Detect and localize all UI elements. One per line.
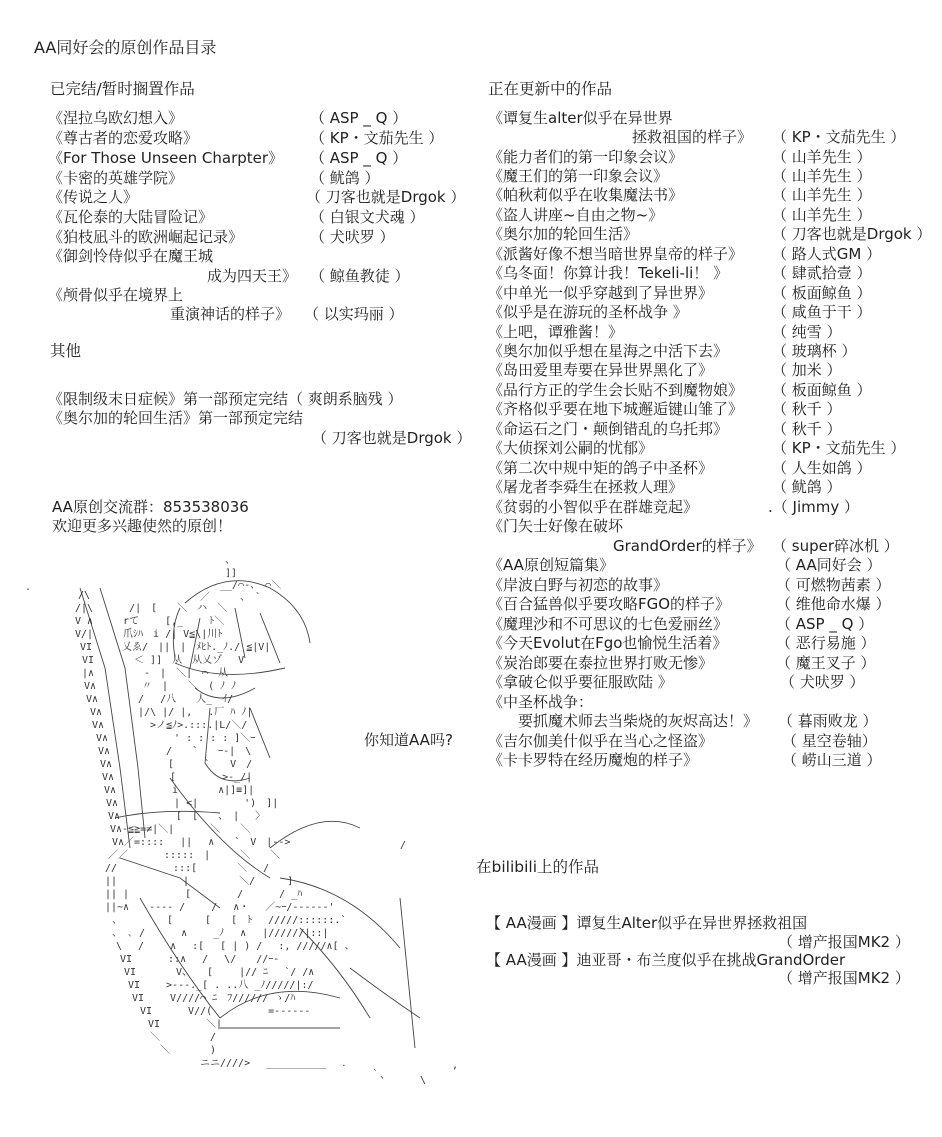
svg-text:V∧ [ [ 、 | 〉: V∧ [ [ 、 | 〉 — [108, 811, 266, 822]
ongoing-title-27: 《炭治郎要在泰拉世界打败无惨》 — [488, 654, 714, 672]
ongoing-author-22: （ AA同好会 ） — [776, 556, 882, 574]
ongoing-title-12: 《奥尔加似乎想在星海之中活下去》 — [488, 342, 729, 360]
ongoing-author-16: （ 秋千 ） — [772, 420, 842, 438]
ongoing-title-5: 《盗人讲座~自由之物~》 — [488, 206, 664, 224]
ongoing-author-4: （ 山羊先生 ） — [772, 186, 872, 204]
completed-title-8: 《御剑怜侍似乎在魔王城 — [48, 247, 214, 265]
svg-text:、 ､ / ∧ _ﾉ ∧ |//////|::: 、 ､ / ∧ _ﾉ ∧ |//////|::| — [112, 928, 329, 939]
svg-text:ニニ////> __________ ．: ニニ////> __________ ． — [200, 1058, 353, 1069]
bilibili-title-1: 【 AA漫画 】谭复生Alter似乎在异世界拯救祖国 — [486, 914, 808, 932]
ongoing-author-31: （ 崂山三道 ） — [782, 751, 882, 769]
completed-title-9-cont: 重演神话的样子》 — [170, 305, 291, 323]
ongoing-title-19: 《屠龙者李舜生在拯救人理》 — [488, 478, 684, 496]
svg-text:// :::[ ＼ /: // :::[ ＼ / — [105, 863, 270, 874]
group-number: AA原创交流群：853538036 — [52, 498, 249, 516]
svg-text:V∧／=:::: || ∧ ` V |‐‐>: V∧／=:::: || ∧ ` V |‐‐> — [112, 837, 291, 848]
completed-author-3: （ ASP _ Q ） — [310, 149, 408, 167]
completed-author-6: （ 白银文犬魂 ） — [310, 208, 425, 226]
ongoing-author-1: （ KP・文茄先生 ） — [772, 128, 906, 146]
ongoing-title-17: 《大侦探刘公嗣的忧郁》 — [488, 439, 654, 457]
ongoing-title-14: 《品行方正的学生会长贴不到魔物娘》 — [488, 381, 744, 399]
ongoing-title-31: 《卡卡罗特在经历魔炮的样子》 — [488, 751, 699, 769]
svg-text:/\: /\ — [78, 590, 91, 601]
svg-text:|| | ＼/ ]: || | ＼/ ] — [105, 876, 294, 887]
ongoing-author-24: （ 维他命水爆 ） — [776, 595, 891, 613]
completed-title-6: 《瓦伦泰的大陆冒险记》 — [48, 208, 214, 226]
svg-text:VI V////⌒ ﾆ ﾌ////// ゝ/ﾊ: VI V////⌒ ﾆ ﾌ////// ゝ/ﾊ — [132, 993, 296, 1004]
ongoing-title-29: 《中圣杯战争： — [488, 693, 594, 711]
ongoing-title-21-cont: GrandOrder的样子》 — [613, 537, 762, 555]
svg-text:＼ /: ＼ / — [150, 1032, 217, 1043]
ongoing-title-6: 《奥尔加的轮回生活》 — [488, 225, 639, 243]
svg-text:]]: ]] — [225, 568, 238, 579]
svg-text:VI V//( =‐‐‐‐‐‐: VI V//( =‐‐‐‐‐‐ — [140, 1006, 311, 1017]
svg-text:\ / ∧ :[ [ | ) / :, ////: \ / ∧ :[ [ | ) / :, /////∧[ 、 — [116, 941, 355, 952]
ongoing-title-23: 《岸波白野与初恋的故事》 — [488, 576, 669, 594]
completed-title-5: 《传说之人》 — [48, 188, 139, 206]
ongoing-title-18: 《第二次中规中矩的鸽子中圣杯》 — [488, 459, 714, 477]
svg-text:V∧ ' : : : : ]＼ｰ: V∧ ' : : : : ]＼ｰ — [96, 733, 256, 744]
completed-author-8: （ 鲸鱼教徒 ） — [310, 267, 410, 285]
ongoing-author-25: （ ASP _ Q ） — [776, 615, 874, 633]
ongoing-title-26: 《今天Evolut在Fgo也愉悦生活着》 — [488, 634, 728, 652]
svg-text:VI ＼|: VI ＼| — [148, 1019, 223, 1030]
svg-text:V∧ / ` ｰ‐| \: V∧ / ` ｰ‐| \ — [98, 746, 252, 757]
ongoing-title-7: 《派酱好像不想当暗世界皇帝的样子》 — [488, 245, 744, 263]
completed-title-1: 《涅拉乌欧幻想入》 — [48, 109, 184, 127]
ongoing-title-22: 《AA原创短篇集》 — [488, 556, 614, 574]
aa-art-illustration — [20, 548, 470, 1088]
ongoing-author-20: .（ Jimmy ） — [768, 498, 859, 516]
svg-text:V∧ | <| ') ]|: V∧ | <| ') ]| — [106, 798, 279, 809]
ongoing-author-7: （ 路人式GM ） — [772, 245, 882, 263]
ongoing-author-18: （ 人生如鸽 ） — [772, 459, 872, 477]
ongoing-title-10: 《似乎是在游玩的圣杯战争 》 — [488, 303, 688, 321]
svg-text:、: 、 — [225, 555, 235, 566]
ongoing-title-20: 《贫弱的小智似乎在群雄竞起》 — [488, 498, 699, 516]
ongoing-author-15: （ 秋千 ） — [772, 400, 842, 418]
ongoing-title-24: 《百合猛兽似乎要攻略FGO的样子》 — [488, 595, 731, 613]
other-line-2: 《奥尔加的轮回生活》第一部预定完结 — [48, 409, 304, 427]
aa-art-figure — [20, 548, 470, 1088]
bilibili-author-1: （ 增产报国MK2 ） — [778, 933, 910, 951]
svg-text:VI 乂ゑ/ || | ﾒﾋﾄ._ﾉ./ ≦|V|: VI 乂ゑ/ || | ﾒﾋﾄ._ﾉ./ ≦|V| — [80, 642, 271, 653]
svg-text:|| | [ / / _ﾊ: || | [ / / _ﾊ — [105, 889, 303, 900]
ongoing-title-9: 《中单光一似乎穿越到了异世界》 — [488, 284, 714, 302]
ongoing-author-23: （ 可燃物茜素 ） — [776, 576, 891, 594]
ongoing-author-2: （ 山羊先生 ） — [772, 148, 872, 166]
ongoing-author-8: （ 肆贰拾壹 ） — [772, 264, 872, 282]
svg-text:/|\ /| [ ＼ ハ ＼: /|\ /| [ ＼ ハ ＼ — [75, 603, 228, 614]
svg-text:||~∧ ‐‐‐‐ / / ∧・ ／~ｰ/‐‐‐‐: ||~∧ ‐‐‐‐ / / ∧・ ／~ｰ/‐‐‐‐‐‐' — [105, 902, 335, 913]
completed-author-9: （ 以实玛丽 ） — [304, 305, 404, 323]
ongoing-author-17: （ KP・文茄先生 ） — [772, 439, 906, 457]
svg-text:VI V、 [ |// ﾆ `/ /∧: VI V、 [ |// ﾆ `/ /∧ — [124, 967, 315, 978]
completed-heading: 已完结/暂时搁置作品 — [50, 80, 195, 98]
svg-text:\: \ — [420, 1075, 427, 1086]
completed-author-7: （ 犬吠罗 ） — [310, 228, 395, 246]
completed-author-1: （ ASP _ Q ） — [310, 109, 408, 127]
svg-text:V∧ [ >‐_/|: V∧ [ >‐_/| — [102, 772, 253, 783]
ongoing-title-21: 《门矢士好像在破坏 — [488, 517, 624, 535]
completed-title-3: 《For Those Unseen Charpter》 — [48, 149, 284, 167]
ongoing-title-29-cont: 要抓魔术师去当柴烧的灰烬高达！》 — [518, 712, 759, 730]
ongoing-title-8: 《乌冬面！你算计我！Tekeli-li！ 》 — [488, 264, 729, 282]
bilibili-title-2: 【 AA漫画 】迪亚哥・布兰度似乎在挑战GrandOrder — [486, 951, 846, 969]
svg-text:＼ ): ＼ ) — [160, 1045, 217, 1056]
ongoing-title-28: 《拿破仑似乎要征服欧陆 》 — [488, 673, 673, 691]
svg-text:V/| 爪ｼﾊ i /| V≦\|川ﾄ: V/| 爪ｼﾊ i /| V≦\|川ﾄ — [75, 629, 223, 640]
ongoing-author-26: （ 恶行易施 ） — [776, 634, 876, 652]
other-line-2-author: （ 刀客也就是Drgok ） — [312, 429, 472, 447]
svg-text:VI >‐‐‐._[ . ..八 _ﾉ/////|:/: VI >‐‐‐._[ . ..八 _ﾉ/////|:/ — [128, 980, 314, 991]
ongoing-author-9: （ 板面鲸鱼 ） — [772, 284, 872, 302]
ongoing-title-1: 《谭复生alter似乎在异世界 — [488, 109, 673, 127]
ongoing-author-3: （ 山羊先生 ） — [772, 167, 872, 185]
ongoing-author-13: （ 加米 ） — [772, 361, 842, 379]
ongoing-author-12: （ 玻璃杯 ） — [772, 342, 857, 360]
svg-text:VI ::∧ / \/ //ｰ‐: VI ::∧ / \/ //ｰ‐ — [120, 954, 290, 965]
ongoing-author-11: （ 纯雪 ） — [772, 323, 842, 341]
svg-text:V ∧ rて [,_ ﾄ＼: V ∧ rて [,_ ﾄ＼ — [75, 616, 225, 627]
ongoing-author-5: （ 山羊先生 ） — [772, 206, 872, 224]
ongoing-author-10: （ 咸鱼于干 ） — [772, 303, 872, 321]
ongoing-author-29: （ 暮雨败龙 ） — [778, 712, 878, 730]
ongoing-author-30: （ 星空卷轴） — [782, 732, 877, 750]
svg-text:V∧ [ ` V /: V∧ [ ` V / — [100, 759, 253, 770]
completed-author-4: （ 鱿鸽 ） — [310, 169, 380, 187]
completed-author-5: （ 刀客也就是Drgok ） — [306, 188, 466, 206]
completed-author-2: （ KP・文茄先生 ） — [310, 129, 444, 147]
bilibili-author-2: （ 增产报国MK2 ） — [778, 969, 910, 987]
bilibili-heading: 在bilibili上的作品 — [476, 858, 600, 876]
art-caption: 你知道AA吗? — [364, 731, 453, 749]
ongoing-title-2: 《能力者们的第一印象会议》 — [488, 148, 684, 166]
svg-text:V∧ >ノ≦ﾉ>.:::.|L/＼/: V∧ >ノ≦ﾉ>.:::.|L/＼/ — [92, 720, 248, 731]
completed-title-8-cont: 成为四天王》 — [207, 267, 298, 285]
svg-text:__/⌒‐、 ⌒＼: __/⌒‐、 ⌒＼ — [220, 580, 282, 591]
completed-title-2: 《尊古者的恋爱攻略》 — [48, 129, 199, 147]
svg-text:｀、: ｀、 — [370, 1070, 390, 1081]
completed-title-9: 《颅骨似乎在境界上 — [48, 286, 184, 304]
svg-text:.: . — [25, 582, 32, 593]
ongoing-title-3: 《魔王们的第一印象会议》 — [488, 167, 669, 185]
svg-text:V∧ |/\ |/ |, .厂 ﾊ ﾉ|: V∧ |/\ |/ |, .厂 ﾊ ﾉ| — [90, 707, 253, 718]
ongoing-title-15: 《齐格似乎要在地下城邂逅键山雏了》 — [488, 400, 744, 418]
completed-title-4: 《卡密的英雄学院》 — [48, 169, 184, 187]
page-title: AA同好会的原创作品目录 — [34, 38, 217, 57]
ongoing-author-27: （ 魔王叉子 ） — [776, 654, 876, 672]
ongoing-heading: 正在更新中的作品 — [488, 80, 613, 98]
other-line-1: 《限制级末日症候》第一部预定完结（ 爽朗系脑残 ） — [48, 390, 403, 408]
svg-text:/: / — [400, 840, 407, 851]
svg-text:V∧‐≦≧=≠|＼| ＼ ＼: V∧‐≦≧=≠|＼| ＼ ＼ — [110, 824, 251, 835]
ongoing-title-25: 《魔理沙和不可思议的七色爱丽丝》 — [488, 615, 729, 633]
ongoing-title-13: 《岛田爱里寿要在异世界黑化了》 — [488, 361, 714, 379]
svg-text:V∧ 〃 | ＼ ( ﾉ ﾉ: V∧ 〃 | ＼ ( ﾉ ﾉ — [84, 681, 237, 692]
ongoing-author-28: （ 犬吠罗 ） — [780, 673, 865, 691]
ongoing-author-6: （ 刀客也就是Drgok ） — [772, 225, 932, 243]
ongoing-title-1-cont: 拯救祖国的样子》 — [632, 128, 753, 146]
svg-text:VI ＜ ]] 从 从乂ゾ V: VI ＜ ]] 从 从乂ゾ V — [82, 655, 245, 666]
group-welcome: 欢迎更多兴趣使然的原创！ — [52, 517, 233, 535]
ongoing-title-16: 《命运石之门・颠倒错乱的乌托邦》 — [488, 420, 729, 438]
svg-text:|∧ ‐ | ＼| ⌒ 从: |∧ ‐ | ＼| ⌒ 从 — [82, 668, 229, 679]
svg-text:V∧ i ∧|]≡]|: V∧ i ∧|]≡]| — [104, 785, 255, 796]
completed-title-7: 《狛枝凪斗的欧洲崛起记录》 — [48, 228, 244, 246]
ongoing-author-19: （ 鱿鸽 ） — [772, 478, 842, 496]
ongoing-author-14: （ 板面鲸鱼 ） — [772, 381, 872, 399]
svg-text:／／ ::::: | ＼ ＼: ／／ ::::: | ＼ ＼ — [108, 850, 281, 861]
svg-text:、 [ [ [ ﾄ /////::::::: 、 [ [ [ ﾄ /////::::::.` — [112, 915, 347, 926]
svg-text:／ 、 `: ／ 、 ` — [200, 592, 262, 603]
ongoing-title-4: 《帕秋莉似乎在收集魔法书》 — [488, 186, 684, 204]
ongoing-title-30: 《吉尔伽美什似乎在当心之怪盗》 — [488, 732, 714, 750]
svg-text:V∧ / /八 人_ ｲ/: V∧ / /八 人_ ｲ/ — [86, 694, 234, 705]
other-heading: 其他 — [50, 342, 82, 360]
svg-text:,: , — [452, 1060, 459, 1071]
ongoing-title-11: 《上吧，谭雅酱！》 — [488, 323, 624, 341]
ongoing-author-21: （ super碎冰机 ） — [772, 537, 899, 555]
